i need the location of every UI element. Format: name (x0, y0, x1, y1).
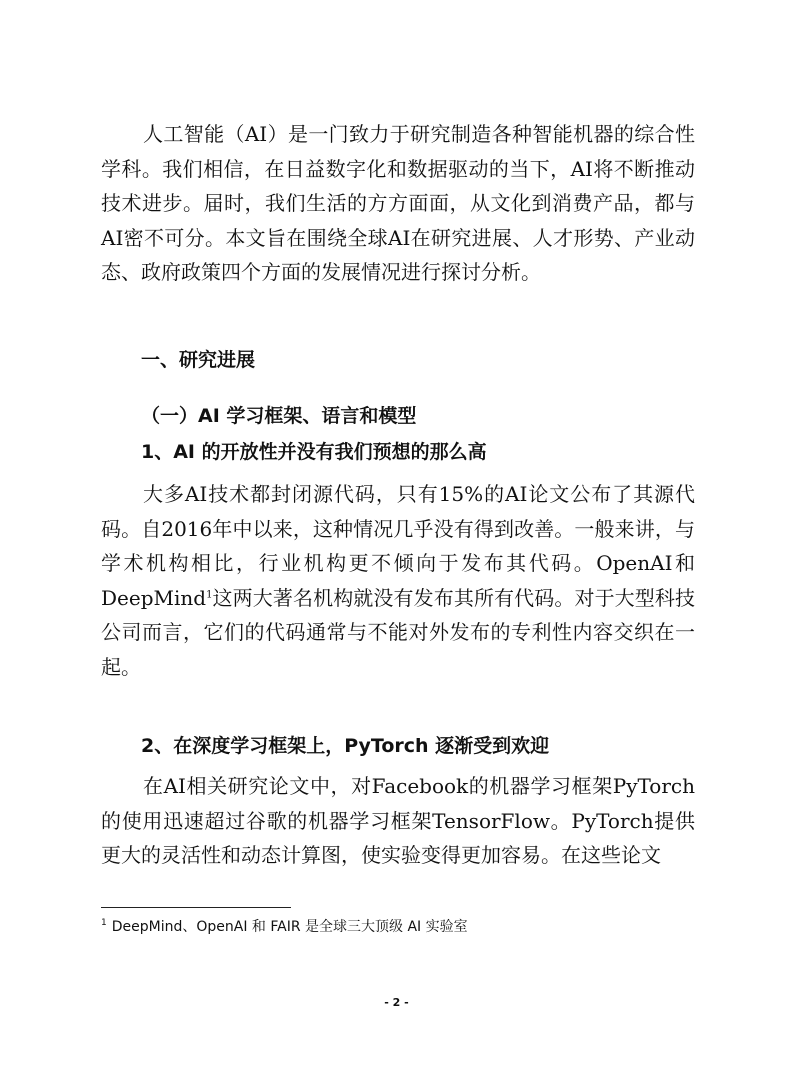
openness-paragraph-text: 大多AI技术都封闭源代码，只有15%的AI论文公布了其源代码。自2016年中以来，这种情况几乎没有得到改善。一般来讲，与学术机构相比，行业机构更不倾向于发布其代码。OpenAI和DeepMind (101, 482, 695, 610)
footnote-marker: 1 (101, 918, 107, 929)
intro-paragraph: 人工智能（AI）是一门致力于研究制造各种智能机器的综合性学科。我们相信，在日益数字化和数据驱动的当下，AI将不断推动技术进步。届时，我们生活的方方面面，从文化到消费产品，都与AI密不可分。本文旨在围绕全球AI在研究进展、人才形势、产业动态、政府政策四个方面的发展情况进行探讨分析。 (101, 122, 695, 284)
footnote-reference[interactable]: 1 (206, 588, 213, 600)
openness-paragraph-text-continued: 这两大著名机构就没有发布其所有代码。对于大型科技公司而言，它们的代码通常与不能对外发布的专利性内容交织在一起。 (101, 585, 695, 679)
page-number: - 2 - (384, 996, 409, 1009)
pytorch-paragraph: 在AI相关研究论文中，对Facebook的机器学习框架PyTorch的使用迅速超过谷歌的机器学习框架TensorFlow。PyTorch提供更大的灵活性和动态计算图，使实验变得更加容易。在这些论文 (101, 774, 695, 867)
openness-paragraph (101, 477, 695, 684)
footnote-text: DeepMind、OpenAI 和 FAIR 是全球三大顶级 AI 实验室 (111, 919, 468, 935)
footnote (101, 916, 468, 938)
subsection-heading-frameworks: （一）AI 学习框架、语言和模型 (141, 405, 417, 427)
footnote-divider (101, 907, 291, 908)
section-heading-research-progress: 一、研究进展 (141, 349, 256, 371)
point-heading-openness: 1、AI 的开放性并没有我们预想的那么高 (141, 441, 487, 463)
point-heading-pytorch: 2、在深度学习框架上，PyTorch 逐渐受到欢迎 (141, 735, 550, 757)
